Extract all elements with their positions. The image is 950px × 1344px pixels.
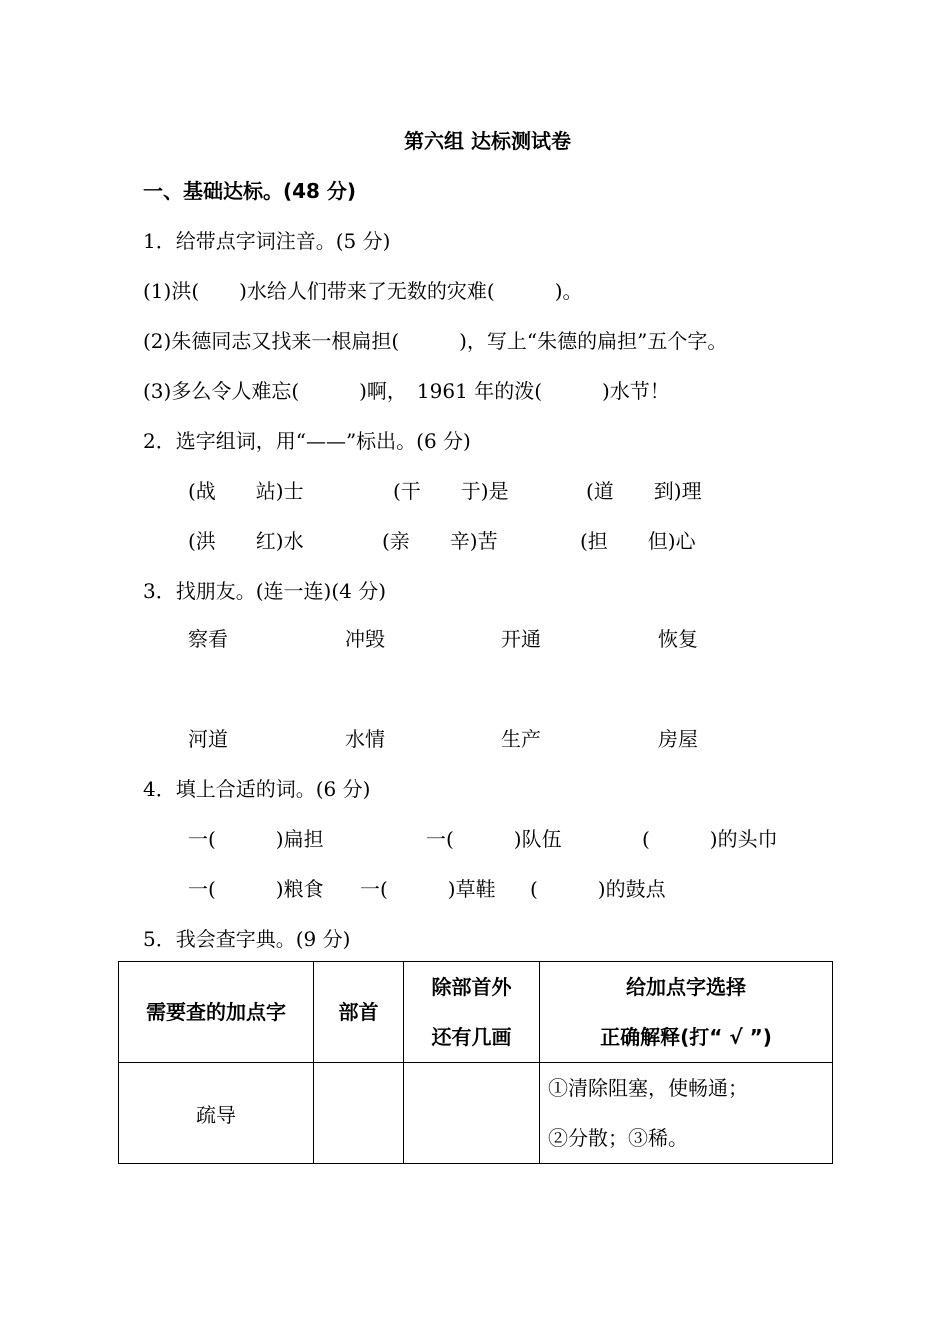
cell-meaning[interactable] [540,1063,833,1164]
match-word-top: 开通 [501,627,541,651]
question-1-item-3: (3)多么令人难忘( )啊， 1961 年的泼( )水节！ [143,379,670,403]
col-header-strokes [404,962,540,1063]
cell-word: 疏导 [119,1063,314,1164]
meaning-line-2: ②分散；③稀。 [548,1126,688,1150]
meaning-line-1: ①清除阻塞，使畅通； [548,1076,748,1100]
fill-blank: 一( )草鞋 [360,877,496,901]
match-word-top: 恢复 [658,627,698,651]
col-header-meaning-line2: 正确解释(打“ √ ”) [600,1025,772,1049]
match-word-bottom: 水情 [345,727,385,751]
fill-blank: 一( )粮食 [188,877,324,901]
question-2-choice: (亲 辛)苦 [382,529,498,553]
col-header-strokes-line1: 除部首外 [431,975,512,999]
question-4-heading: 4．填上合适的词。(6 分) [143,777,371,801]
match-word-bottom: 生产 [501,727,541,751]
dictionary-table [118,961,833,1164]
question-1-heading: 1．给带点字词注音。(5 分) [143,229,391,253]
section-heading: 一、基础达标。(48 分) [143,179,357,203]
cell-strokes[interactable] [404,1063,540,1164]
question-2-choice: (战 站)士 [188,479,304,503]
page-title: 第六组 达标测试卷 [404,129,571,153]
fill-blank: 一( )队伍 [426,827,562,851]
col-header-meaning-line1: 给加点字选择 [626,975,746,999]
match-word-bottom: 河道 [188,727,228,751]
match-word-top: 冲毁 [345,627,385,651]
col-header-radical: 部首 [314,962,404,1063]
question-3-heading: 3．找朋友。(连一连)(4 分) [143,579,387,603]
question-1-item-1: (1)洪( )水给人们带来了无数的灾难( )。 [143,279,583,303]
question-5-heading: 5．我会查字典。(9 分) [143,927,351,951]
col-header-word: 需要查的加点字 [119,962,314,1063]
fill-blank: ( )的鼓点 [530,877,666,901]
question-1-item-2: (2)朱德同志又找来一根扁担( )，写上“朱德的扁担”五个字。 [143,329,728,353]
fill-blank: ( )的头巾 [642,827,778,851]
fill-blank: 一( )扁担 [188,827,324,851]
match-word-top: 察看 [188,627,228,651]
col-header-meaning [540,962,833,1063]
question-2-choice: (干 于)是 [393,479,509,503]
question-2-choice: (道 到)理 [586,479,702,503]
col-header-strokes-line2: 还有几画 [431,1025,512,1049]
question-2-choice: (担 但)心 [580,529,696,553]
question-2-heading: 2．选字组词，用“——”标出。(6 分) [143,429,471,453]
match-word-bottom: 房屋 [658,727,698,751]
cell-radical[interactable] [314,1063,404,1164]
question-2-choice: (洪 红)水 [188,529,304,553]
